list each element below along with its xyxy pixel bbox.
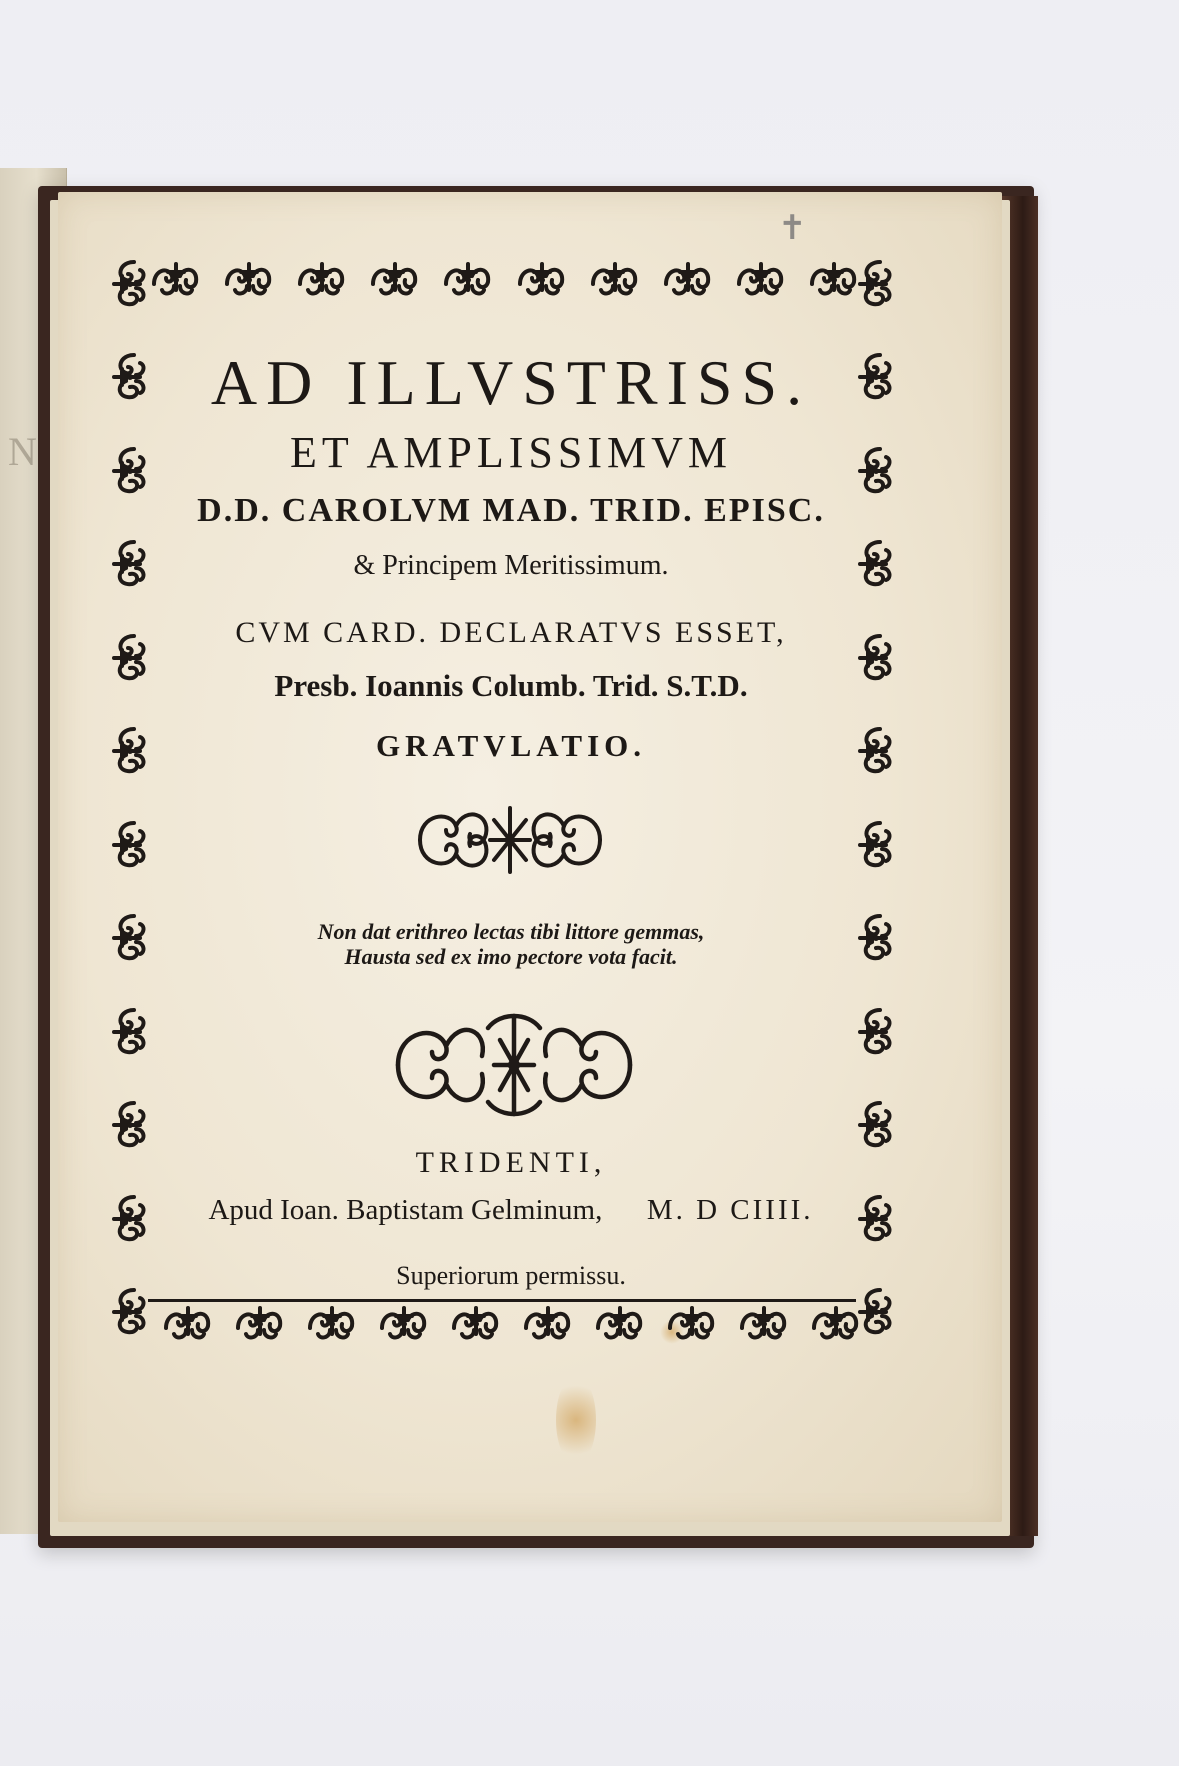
title-line-5: CVM CARD. DECLARATVS ESSET, bbox=[235, 616, 787, 649]
ornament-icon bbox=[594, 1306, 646, 1358]
ornament-icon bbox=[858, 258, 910, 310]
ornament-icon bbox=[810, 1306, 862, 1358]
ornament-icon bbox=[112, 1099, 164, 1151]
ornament-icon bbox=[516, 262, 568, 314]
ornament-icon bbox=[378, 1306, 430, 1358]
ornament-icon bbox=[442, 262, 494, 314]
ornament-icon bbox=[450, 1306, 502, 1358]
ornament-icon bbox=[112, 819, 164, 871]
imprint-place: TRIDENTI, bbox=[415, 1146, 607, 1179]
ornament-icon bbox=[112, 1006, 164, 1058]
imprint-printer: Apud Ioan. Baptistam Gelminum, bbox=[208, 1194, 603, 1226]
ornament-border-bottom bbox=[162, 1306, 862, 1358]
ornament-icon bbox=[306, 1306, 358, 1358]
ornament-icon bbox=[112, 1286, 164, 1338]
ornament-icon bbox=[296, 262, 348, 314]
foxing-stain bbox=[556, 1375, 596, 1465]
ornament-icon bbox=[589, 262, 641, 314]
ornament-icon bbox=[858, 1099, 910, 1151]
ornament-icon bbox=[662, 262, 714, 314]
title-line-4: & Principem Meritissimum. bbox=[353, 550, 669, 581]
ornament-icon bbox=[735, 262, 787, 314]
title-line-2: ET AMPLISSIMVM bbox=[289, 428, 733, 477]
imprint-license: Superiorum permissu. bbox=[396, 1261, 626, 1290]
fleuron-vignette-icon bbox=[384, 1010, 644, 1120]
ornament-icon bbox=[234, 1306, 286, 1358]
ornament-icon bbox=[738, 1306, 790, 1358]
pencil-cross-mark-icon: ✝ bbox=[778, 209, 807, 247]
ornament-border-top bbox=[150, 262, 860, 314]
ornament-icon bbox=[858, 819, 910, 871]
genre-line: GRATVLATIO. bbox=[375, 728, 647, 763]
ornament-icon bbox=[223, 262, 275, 314]
ornament-icon bbox=[808, 262, 860, 314]
ornament-icon bbox=[522, 1306, 574, 1358]
ornament-icon bbox=[369, 262, 421, 314]
ornament-icon bbox=[858, 1006, 910, 1058]
ornament-icon bbox=[858, 1286, 910, 1338]
imprint-year: M. D CIIII. bbox=[646, 1194, 814, 1226]
title-line-3: D.D. CAROLVM MAD. TRID. EPISC. bbox=[197, 492, 825, 529]
author-line: Presb. Ioannis Columb. Trid. S.T.D. bbox=[274, 668, 748, 703]
ornament-icon bbox=[162, 1306, 214, 1358]
ornament-icon bbox=[112, 258, 164, 310]
imprint-rule bbox=[148, 1299, 856, 1302]
facing-page-edge: N bbox=[0, 168, 67, 1534]
title-line-1: AD ILLVSTRISS. bbox=[210, 347, 812, 418]
epigraph-line-1: Non dat erithreo lectas tibi littore gemmas, bbox=[317, 919, 705, 944]
imprint-printer-line bbox=[150, 1194, 872, 1227]
fleuron-vignette-icon bbox=[410, 800, 610, 880]
epigraph-line-2: Hausta sed ex imo pectore vota facit. bbox=[344, 944, 678, 969]
ornament-icon bbox=[666, 1306, 718, 1358]
